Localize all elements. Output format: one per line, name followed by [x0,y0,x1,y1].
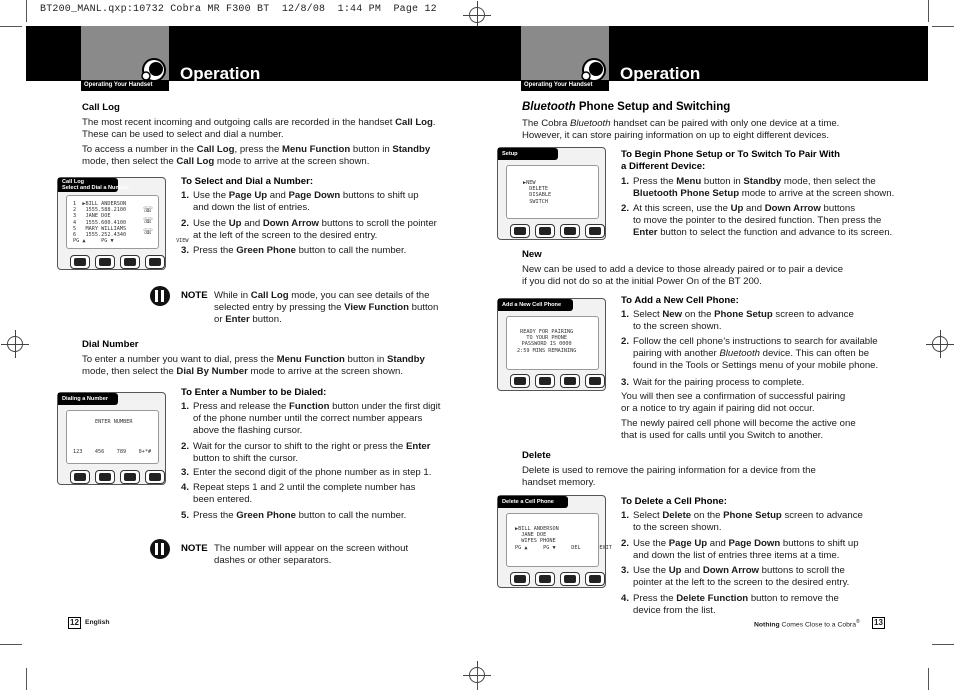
step-item: 1. Press and release the Function button under the first digit of the phone number until the correct number appears above the flashing cursor. [181,401,441,436]
function-button[interactable] [585,374,605,388]
bluetooth-intro: The Cobra Bluetooth handset can be paired with only one device at a time. However, it can store pairing information on up to eight different devices. [522,118,840,141]
delete-heading: Delete [522,450,551,461]
delete-phone-screen [497,495,612,588]
step-item: 1. Use the Page Up and Page Down buttons to shift up and down the list of entries. [181,190,419,213]
step-item: 2. Use the Up and Down Arrow buttons to scroll the pointer at the left of the screen to the desired entry. [181,218,437,241]
pairing-result-text: You will then see a confirmation of successful pairing or a notice to try again if pairing did not occur. [621,391,846,414]
tab-label: Operating Your Handset [81,80,169,91]
lcd-text: ▶NEW DELETE DISABLE SWITCH [523,180,552,205]
function-buttons [70,255,165,269]
page-title: Operation [180,64,261,83]
lcd-text: ENTER NUMBER [95,419,133,425]
call-log-heading: Call Log [82,102,120,113]
note-label: NOTE [181,543,208,554]
function-button[interactable] [120,470,140,484]
note-text: While in Call Log mode, you can see details of the selected entry by pressing the View Function button or Enter button. [214,290,439,325]
function-buttons [510,224,605,238]
lcd-display [66,195,189,249]
step-item: 5. Press the Green Phone button to call the number. [181,510,407,521]
select-dial-heading: To Select and Dial a Number: [181,176,314,187]
lcd-display [506,165,599,219]
step-item: 3. Use the Up and Down Arrow buttons to scroll the pointer at the left to the screen to the desired entry. [621,565,850,588]
step-item: 2. At this screen, use the Up and Down Arrow buttons to move the pointer to the desired function. Then press the Enter button to select the function and advance to its screen. [621,203,893,238]
new-heading: New [522,249,542,260]
crop-mark [477,668,478,690]
function-button[interactable] [95,255,115,269]
step-item: 4. Press the Delete Function button to remove the device from the list. [621,593,839,616]
step-item: 1. Select Delete on the Phone Setup screen to advance to the screen shown. [621,510,863,533]
handset-section-icon [137,55,167,85]
screen-label: Setup [498,148,558,160]
function-button[interactable] [585,224,605,238]
call-log-phone-screen [57,177,189,270]
call-log-access: To access a number in the Call Log, press the Menu Function button in Standby mode, then select the Call Log mode to arrive at the screen shown. [82,144,431,167]
screen-label: Add a New Cell Phone [498,299,573,311]
note-label: NOTE [181,290,208,301]
function-buttons [510,374,605,388]
function-button[interactable] [510,224,530,238]
function-button[interactable] [510,374,530,388]
function-button[interactable] [70,255,90,269]
dialing-phone-screen [57,392,166,485]
crop-mark [26,0,27,22]
step-item: 3. Enter the second digit of the phone number as in step 1. [181,467,432,478]
function-button[interactable] [560,374,580,388]
footer-tagline: Nothing Comes Close to a Cobra® [754,619,860,629]
call-log-intro: The most recent incoming and outgoing calls are recorded in the handset Call Log. These can be used to select and dial a number. [82,117,436,140]
crop-mark [932,644,954,645]
lcd-text: ▶BILL ANDERSON JANE DOE WIFES PHONE PG ▲ PG ▼ DEL EXIT [515,526,612,551]
step-item: 4. Repeat steps 1 and 2 until the complete number has been entered. [181,482,416,505]
page-number: 13 [872,617,885,629]
step-item: 1. Press the Menu button in Standby mode, then select the Bluetooth Phone Setup mode to arrive at the screen shown. [621,176,895,199]
function-button[interactable] [560,224,580,238]
function-button[interactable] [70,470,90,484]
crop-mark [932,26,954,27]
registration-mark-top [463,1,491,29]
step-item: 1. Select New on the Phone Setup screen to advance to the screen shown. [621,309,854,332]
tab-label: Operating Your Handset [521,80,609,91]
lcd-text: 1 ▶BILL ANDERSON 2 1555.588.2100 3 JANE DOE 4 1555.600.4100 5 MARY WILLIAMS 6 1555.252.4340 PG ▲ PG ▼ VIEW [73,201,189,245]
page-title: Operation [620,64,701,83]
function-button[interactable] [510,572,530,586]
function-button[interactable] [95,470,115,484]
lcd-keys: 123 456 789 0+*# [73,449,152,455]
handset-section-icon [577,55,607,85]
note-text: The number will appear on the screen without dashes or other separators. [214,543,409,566]
function-button[interactable] [585,572,605,586]
crop-mark [0,644,22,645]
registration-mark-right [926,330,954,358]
print-slug: BT200_MANL.qxp:10732 Cobra MR F300 BT 12/8/08 1:44 PM Page 12 [40,4,437,15]
screen-label: Call Log Select and Dial a Number [58,178,118,192]
function-button[interactable] [145,470,165,484]
crop-mark [928,668,929,690]
new-intro: New can be used to add a device to those already paired or to pair a device if you did not do so at the initial Power On of the BT 200. [522,264,844,287]
function-button[interactable] [535,224,555,238]
function-buttons [510,572,605,586]
function-button[interactable] [145,255,165,269]
registration-mark-left [1,330,29,358]
step-item: 2. Use the Page Up and Page Down buttons to shift up and down the list of entries three items at a time. [621,538,859,561]
begin-setup-heading: To Begin Phone Setup or To Switch To Pair With a Different Device: [621,149,840,172]
crop-mark [928,0,929,22]
bluetooth-setup-heading: Bluetooth Phone Setup and Switching [522,101,731,113]
add-phone-screen [497,298,606,391]
setup-phone-screen [497,147,606,240]
lcd-display [66,410,159,464]
step-item: 3. Press the Green Phone button to call the number. [181,245,407,256]
active-phone-text: The newly paired cell phone will become the active one that is used for calls until you Switch to another. [621,418,856,441]
function-button[interactable] [120,255,140,269]
screen-label: Dialing a Number [58,393,118,405]
footer-language: English [85,619,110,626]
lcd-display [506,316,599,370]
add-phone-heading: To Add a New Cell Phone: [621,295,739,306]
step-item: 2. Wait for the cursor to shift to the right or press the Enter button to shift the cursor. [181,441,431,464]
lcd-display [506,513,612,567]
function-button[interactable] [535,572,555,586]
function-button[interactable] [535,374,555,388]
function-buttons [70,470,165,484]
step-item: 2. Follow the cell phone’s instructions to search for available pairing with another Bluetooth device. This can often be found in the Tools or Settings menu of your mobile phone. [621,336,879,371]
screen-label: Delete a Cell Phone [498,496,568,508]
note-icon [150,286,170,306]
delete-phone-heading: To Delete a Cell Phone: [621,496,727,507]
delete-intro: Delete is used to remove the pairing information for a device from the handset memory. [522,465,816,488]
note-icon [150,539,170,559]
crop-mark [26,668,27,690]
crop-mark [0,26,22,27]
page-number: 12 [68,617,81,629]
step-item: 3. Wait for the pairing process to complete. [621,377,805,388]
lcd-text: READY FOR PAIRING TO YOUR PHONE PASSWORD IS 0000 2:59 MINS REMAINING [517,329,577,354]
dial-number-heading: Dial Number [82,339,139,350]
phone-icons: ☏ ☏ ☏ [142,205,153,236]
enter-number-heading: To Enter a Number to be Dialed: [181,387,327,398]
function-button[interactable] [560,572,580,586]
dial-number-intro: To enter a number you want to dial, press the Menu Function button in Standby mode, then select the Dial By Number mode to arrive at the screen shown. [82,354,425,377]
